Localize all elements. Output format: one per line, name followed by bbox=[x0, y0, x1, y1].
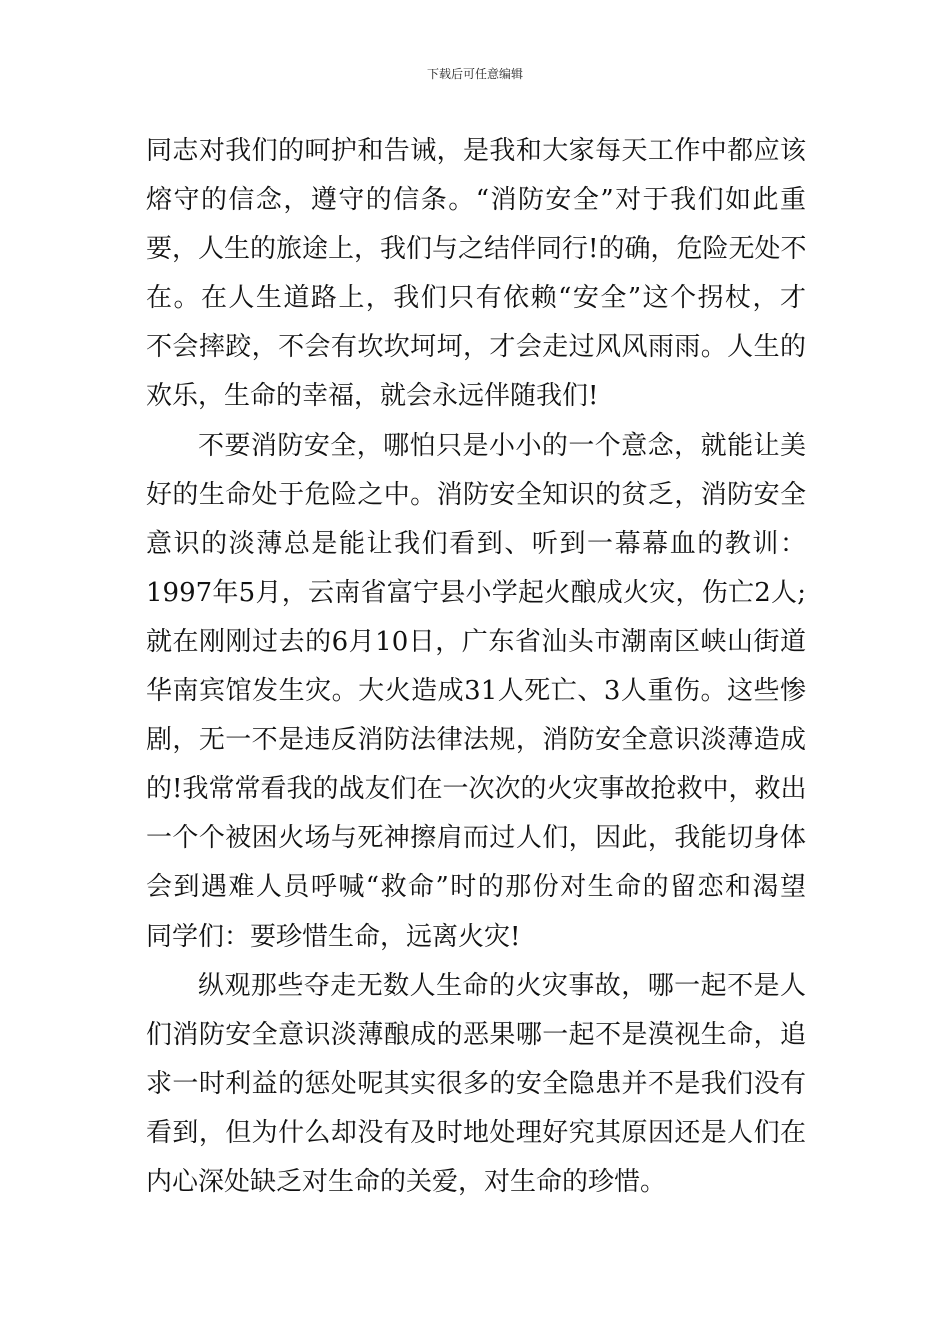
page-header-note: 下载后可任意编辑 bbox=[426, 67, 523, 81]
text-line: 意识的淡薄总是能让我们看到、听到一幕幕血的教训： bbox=[146, 528, 806, 559]
text-line: 同志对我们的呵护和告诫，是我和大家每天工作中都应该 bbox=[146, 136, 806, 166]
text-line: 纵观那些夺走无数人生命的火灾事故，哪一起不是人 bbox=[198, 970, 806, 1001]
text-line: 就在刚刚过去的6月10日，广东省汕头市潮南区峡山街道 bbox=[146, 626, 806, 657]
text-line: 求一时利益的惩处呢其实很多的安全隐患并不是我们没有 bbox=[146, 1068, 806, 1099]
paragraph-1 bbox=[146, 127, 806, 422]
text-line: 同学们：要珍惜生命，远离火灾! bbox=[146, 921, 521, 952]
text-line: 们消防安全意识淡薄酿成的恶果哪一起不是漠视生命，追 bbox=[146, 1019, 806, 1050]
text-line: 好的生命处于危险之中。消防安全知识的贫乏，消防安全 bbox=[146, 479, 806, 510]
text-line: 熔守的信念，遵守的信条。“消防安全”对于我们如此重 bbox=[146, 185, 806, 216]
text-line: 在。在人生道路上，我们只有依赖“安全”这个拐杖，才 bbox=[146, 283, 806, 314]
text-line: 一个个被困火场与死神擦肩而过人们，因此，我能切身体 bbox=[146, 823, 806, 854]
text-line: 1997年5月，云南省富宁县小学起火酿成火灾，伤亡2人; bbox=[146, 577, 806, 608]
text-line: 内心深处缺乏对生命的关爱，对生命的珍惜。 bbox=[146, 1166, 667, 1197]
text-line: 不会摔跤，不会有坎坎坷坷，才会走过风风雨雨。人生的 bbox=[146, 332, 806, 363]
paragraph-3 bbox=[146, 962, 806, 1207]
text-line: 不要消防安全，哪怕只是小小的一个意念，就能让美 bbox=[198, 430, 806, 461]
text-line: 的!我常常看我的战友们在一次次的火灾事故抢救中，救出 bbox=[146, 774, 807, 805]
paragraph-2 bbox=[146, 422, 806, 962]
text-line: 看到，但为什么却没有及时地处理好究其原因还是人们在 bbox=[146, 1117, 806, 1148]
text-line: 会到遇难人员呼喊“救命”时的那份对生命的留恋和渴望 bbox=[146, 872, 806, 903]
text-line: 剧，无一不是违反消防法律法规，消防安全意识淡薄造成 bbox=[146, 725, 806, 756]
text-line: 欢乐，生命的幸福，就会永远伴随我们! bbox=[146, 381, 599, 412]
document-body bbox=[146, 127, 806, 1207]
text-line: 华南宾馆发生灾。大火造成31人死亡、3人重伤。这些惨 bbox=[146, 676, 806, 707]
text-line: 要，人生的旅途上，我们与之结伴同行!的确，危险无处不 bbox=[146, 234, 807, 265]
